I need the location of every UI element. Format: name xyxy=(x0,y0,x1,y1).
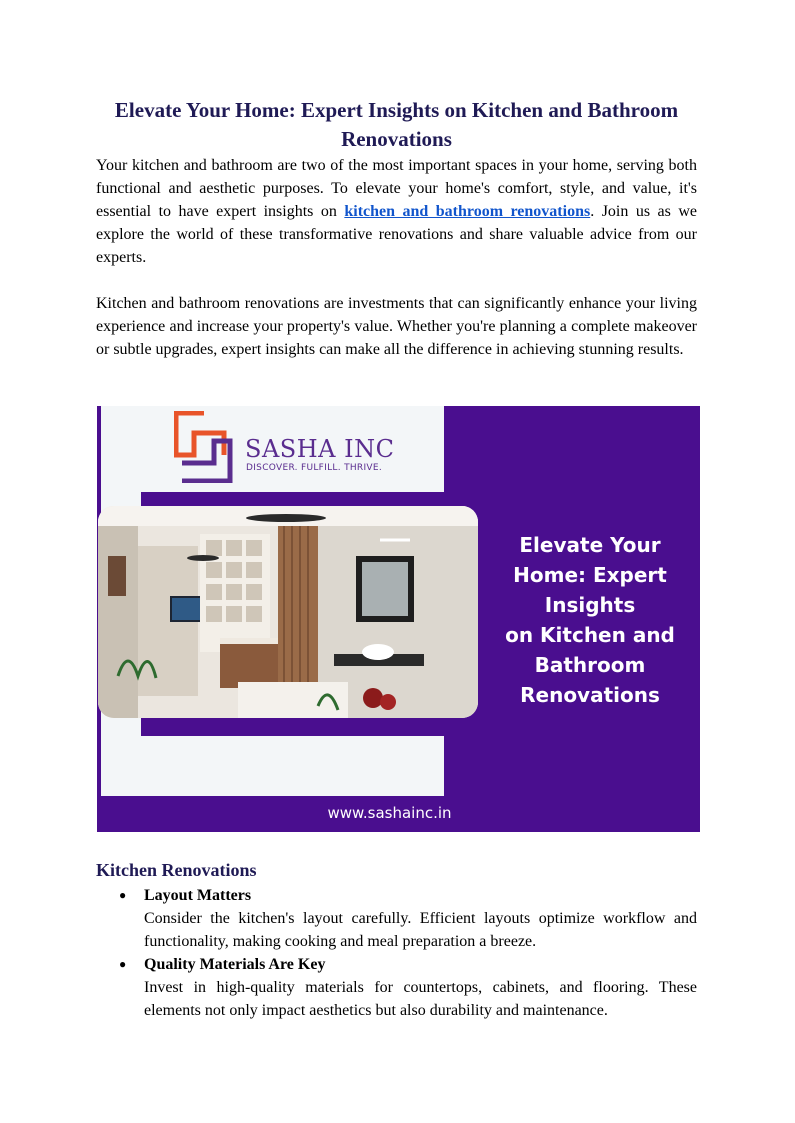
list-item xyxy=(96,884,697,953)
list-item-text: Invest in high-quality materials for countertops, cabinets, and flooring. These elements not only impact aesthetics but also durability and maintenance. xyxy=(144,979,697,1019)
article xyxy=(96,96,697,361)
page-title: Elevate Your Home: Expert Insights on Kitchen and Bathroom Renovations xyxy=(114,98,679,151)
list-item xyxy=(96,953,697,1022)
list-item-title: Quality Materials Are Key xyxy=(144,956,326,973)
bullet-icon: ● xyxy=(119,957,127,971)
bullet-icon: ● xyxy=(119,888,127,902)
sasha-logo-icon xyxy=(174,411,234,483)
interior-photo xyxy=(98,506,478,718)
intro-text-before-link: Your kitchen and bathroom are two of the most important spaces in your home, serving both functional and aesthetic purposes. To elevate your home's comfort, style, and value, it's essential to have expert insights on xyxy=(96,157,697,220)
banner-headline: Elevate Your Home: Expert Insights on Kitchen and Bathroom Renovations xyxy=(505,533,675,707)
intro-paragraph-1 xyxy=(96,154,697,269)
kitchen-list xyxy=(96,884,697,1022)
brand-tagline: DISCOVER. FULFILL. THRIVE. xyxy=(246,463,383,473)
list-item-text: Consider the kitchen's layout carefully. Efficient layouts optimize workflow and functionality, making cooking and meal preparation a breeze. xyxy=(144,910,697,950)
brand-name: SASHA INC xyxy=(245,435,395,463)
website-url[interactable]: www.sashainc.in xyxy=(327,804,452,822)
list-item-title: Layout Matters xyxy=(144,887,252,904)
promo-banner xyxy=(97,406,700,832)
section-heading-kitchen: Kitchen Renovations xyxy=(96,860,257,880)
renovations-link[interactable]: kitchen and bathroom renovations xyxy=(344,203,591,220)
intro-text-after-link: . Join us as we explore the world of these transformative renovations and share valuable advice from our experts. xyxy=(96,203,697,266)
logo-panel xyxy=(101,406,444,492)
intro-paragraph-2: Kitchen and bathroom renovations are investments that can significantly enhance your living experience and increase your property's value. Whether you're planning a complete makeover or subtle upgrades, expert insights can make all the difference in achieving stunning results. xyxy=(96,295,697,358)
interior-illustration xyxy=(98,506,478,718)
